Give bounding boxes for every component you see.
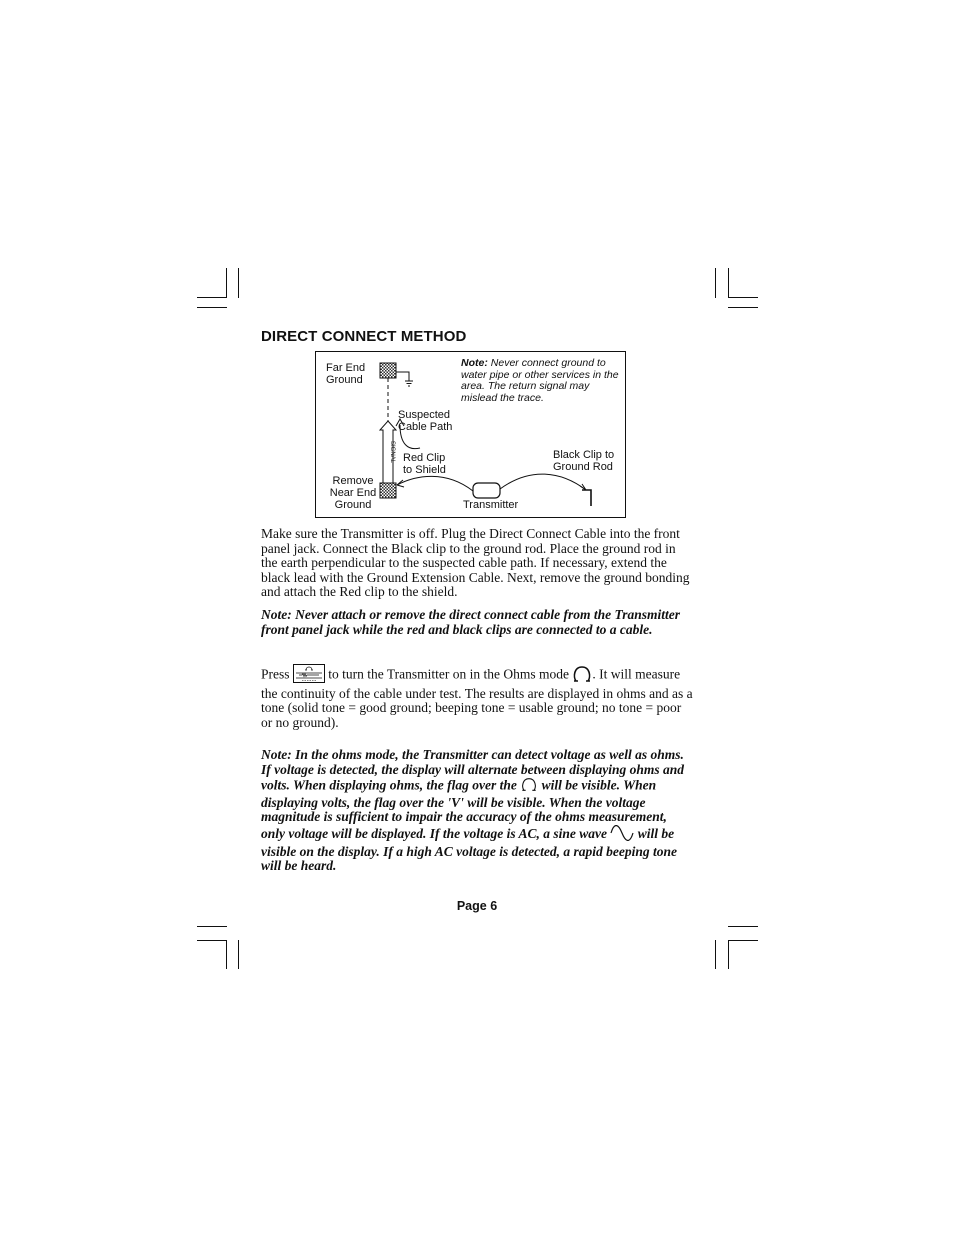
remove-label-line: Remove — [332, 475, 374, 487]
page-number: Page 6 — [456, 899, 498, 913]
remove-near-end-ground-label — [328, 475, 378, 511]
note-text-part: will be visible. When displaying volts, the flag over the 'V' will be visible. When the voltage magnitude is sufficient to impair the accuracy of the ohms measurement, only voltage will be displayed. If the voltage is AC, a sine wave — [261, 777, 667, 841]
suspected-label-line: Suspected — [398, 409, 450, 421]
black-clip-label — [553, 449, 614, 473]
far-end-ground-label — [326, 362, 365, 386]
crop-mark — [226, 268, 227, 298]
ohms-mode-text: to turn the Transmitter on in the Ohms mode — [328, 666, 570, 682]
crop-mark — [197, 926, 227, 927]
note-text-part: will be visible on the display. If a high AC voltage is detected, a rapid beeping tone will be heard. — [261, 825, 677, 874]
omega-flag-icon — [520, 777, 538, 796]
remove-label-line: Ground — [334, 499, 372, 511]
note-text-part: Note: In the ohms mode, the Transmitter can detect voltage as well as ohms. If voltage is detected, the display will alternate between displaying ohms and volts. When displaying ohms, the flag over the — [261, 747, 684, 793]
crop-mark — [715, 940, 716, 969]
red-clip-label — [403, 452, 446, 476]
continuity-text: . It will measure the continuity of the cable under test. The results are displayed in ohms and as a tone (solid tone = good ground; beeping tone = usable ground; no tone = poor or no ground). — [261, 666, 693, 730]
crop-mark — [715, 268, 716, 298]
warning-note: Note: Never attach or remove the direct connect cable from the Transmitter front panel jack while the red and black clips are connected to a cable. — [261, 607, 681, 637]
crop-mark — [728, 268, 729, 298]
body-paragraph: Make sure the Transmitter is off. Plug the Direct Connect Cable into the front panel jack. Connect the Black clip to the ground rod. Place the ground rod in the earth perpendicular to the suspected cable path. If necessary, extend the black lead with the Ground Extension Cable. Next, remove the ground bonding and attach the Red clip to the shield. — [261, 526, 690, 600]
diagram-note-prefix: Note: — [461, 357, 488, 369]
far-end-label-line: Ground — [326, 374, 363, 386]
remove-label-line: Near End — [329, 487, 377, 499]
crop-mark — [728, 940, 729, 969]
far-end-label-line: Far End — [326, 362, 366, 374]
crop-mark — [197, 307, 227, 308]
crop-mark — [728, 297, 758, 298]
crop-mark — [728, 307, 758, 308]
near-end-ground-box — [380, 483, 396, 498]
ohms-mode-note — [261, 748, 693, 874]
ohms-mode-button-icon — [293, 664, 325, 687]
transmitter-box — [473, 483, 500, 498]
crop-mark — [238, 268, 239, 298]
diagram-note — [461, 358, 623, 404]
crop-mark — [197, 940, 227, 941]
far-end-ground-box — [380, 363, 396, 378]
ground-symbol-icon — [405, 381, 413, 386]
black-clip-label-line: Black Clip to — [553, 449, 615, 461]
press-text: Press — [261, 666, 290, 682]
transmitter-label: Transmitter — [463, 499, 519, 511]
suspected-cable-path-label — [398, 409, 452, 433]
crop-mark — [238, 940, 239, 969]
black-clip-label-line: Ground Rod — [553, 461, 613, 473]
red-clip-label-line: Red Clip — [403, 452, 446, 464]
suspected-label-line: Cable Path — [398, 421, 453, 433]
omega-icon — [572, 665, 592, 687]
ground-rod — [582, 490, 591, 506]
direct-connect-diagram — [315, 351, 626, 518]
diagram-note-text: Never connect ground to water pipe or other services in the area. The return signal may mislead the trace. — [461, 357, 619, 404]
sine-wave-icon — [610, 825, 634, 845]
red-clip-label-line: to Shield — [403, 464, 446, 476]
crop-mark — [728, 940, 758, 941]
section-heading: DIRECT CONNECT METHOD — [261, 328, 467, 345]
ohms-mode-paragraph — [261, 664, 693, 730]
signal-text: SIGNAL — [389, 440, 395, 464]
crop-mark — [197, 297, 227, 298]
crop-mark — [226, 940, 227, 969]
crop-mark — [728, 926, 758, 927]
